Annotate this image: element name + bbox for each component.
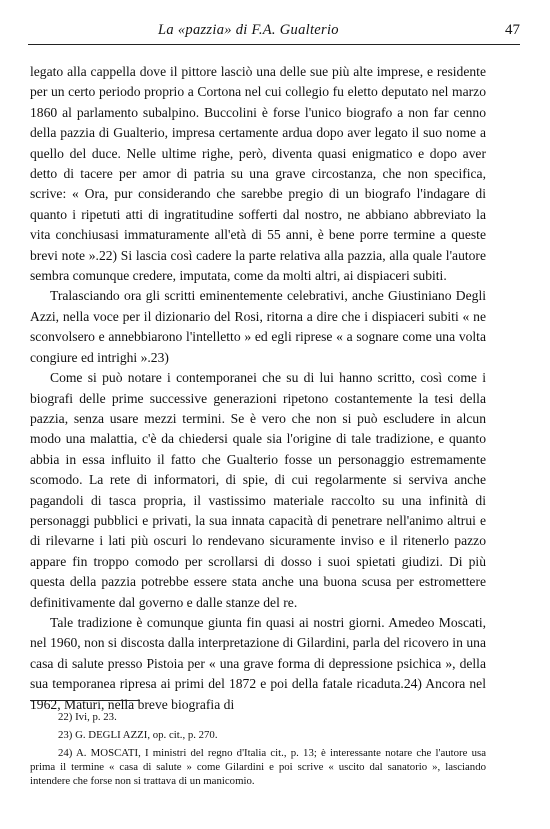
footnote: 24) A. MOSCATI, I ministri del regno d'Italia cit., p. 13; è interessante notare che l'autore usa prima il termine « casa di salute » come Gilardini e poi scrive « uscito dal sanatorio », lasciando intendere che forse non si trattava di un manicomio. — [30, 747, 486, 787]
main-text — [30, 62, 486, 715]
page-number: 47 — [505, 22, 520, 38]
footnotes — [30, 710, 486, 792]
footnote: 22) Ivi, p. 23. — [58, 711, 117, 723]
footnote: 23) G. DEGLI AZZI, op. cit., p. 270. — [58, 729, 218, 741]
running-title: La «pazzia» di F.A. Gualterio — [158, 22, 339, 38]
footnote-divider — [30, 700, 140, 701]
running-header — [28, 20, 520, 45]
paragraph: Come si può notare i contemporanei che su di lui hanno scritto, così come i biografi delle prime successive generazioni ripetono costantemente la tesi della pazzia, senza usare mezzi termini. Se è vero che non si può escludere in alcun modo una malattia, c'è da chiedersi quale sia l'origine di tale tradizione, e quanto abbia in essa influito il fatto che Gualterio fosse un personaggio estremamente scomodo. La rete di informatori, di spie, di cui regolarmente si serviva anche pagandoli di tasca propria, il vastissimo materiale raccolto su una infinità di personaggi pubblici e privati, la sua innata capacità di penetrare nell'animo altrui e di rilevarne i lati più oscuri lo rendevano sicuramente inviso e il ritenerlo pazzo appare fin troppo comodo per scrollarsi di dosso i suoi spietati giudizi. Di più questa della pazzia potrebbe essere stata anche una buona scusa per estromettere definitivamente dal governo e dalle stanze del re. — [30, 370, 486, 610]
paragraph: Tralasciando ora gli scritti eminentemente celebrativi, anche Giustiniano Degli Azzi, nella voce per il dizionario del Rosi, ritorna a dire che i dispiaceri subiti « ne sconvolsero e annebbiarono l'intelletto » ed egli riprese « a sognare come una volta congiure ed intrighi ».23) — [30, 288, 486, 365]
paragraph: legato alla cappella dove il pittore lasciò una delle sue più alte imprese, e residente per un certo periodo proprio a Cortona nel cui collegio fu eletto deputato nel marzo 1860 al parlamento subalpino. Buccolini è forse l'unico biografo a non far cenno della pazzia di Gualterio, impresa certamente ardua dopo aver legato il suo nome a quello del duce. Nelle ultime righe, però, diventa quasi enigmatico e dopo aver detto di tacere per amor di patria su una grave circostanza, che non specifica, scrive: « Ora, pur considerando che sarebbe pregio di un biografo l'indagare di quanto i ripetuti atti di ingratitudine sofferti dal nostro, ne abbiano abbreviato la vita conchiusasi immaturamente all'età di 55 anni, è bene porre termine a queste brevi note ».22) Si lascia così cadere la parte relativa alla pazzia, alla quale l'autore sembra comunque credere, imputata, come da molti altri, ai dispiaceri subiti. — [30, 64, 486, 284]
paragraph: Tale tradizione è comunque giunta fin quasi ai nostri giorni. Amedeo Moscati, nel 1960, non si discosta dalla interpretazione di Gilardini, parla del ricovero in una casa di salute presso Pistoia per « una grave forma di depressione psichica », della sua temporanea ripresa ai primi del 1872 e poi della fatale ricaduta.24) Ancora nel 1962, Maturi, nella breve biografia di — [30, 614, 486, 712]
